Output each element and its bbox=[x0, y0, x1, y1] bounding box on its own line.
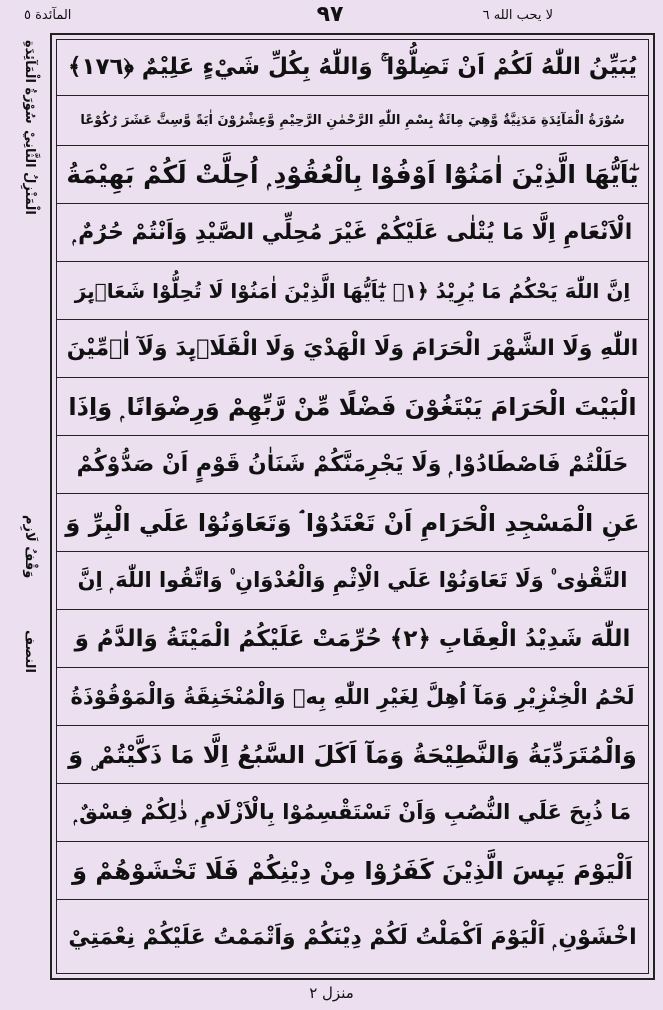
text-line-16: اخْشَوْنِ ۭ اَلْيَوْمَ اَكْمَلْتُ لَكُمْ دِيْنَكُمْ وَاَتْمَمْتُ عَلَيْكُمْ نِعْمَتِيْ bbox=[68, 924, 637, 950]
text-line-3: يٰٓاَيُّهَا الَّذِيْنَ اٰمَنُوْٓا اَوْفُوْا بِالْعُقُوْدِ ۭ اُحِلَّتْ لَكُمْ بَهِيْمَةُ bbox=[56, 146, 649, 204]
text-line-1: يُبَيِّنُ اللّٰهُ لَكُمْ اَنْ تَضِلُّوْا ۚ وَاللّٰهُ بِكُلِّ شَيْءٍ عَلِيْمٌ ﴿١٧٦﴾ bbox=[56, 39, 649, 96]
surah-heading-line: سُوْرَةُ الْمَآئِدَةِ مَدَنِيَّةٌ وَّهِيَ مِائَةٌ بِسْمِ اللّٰهِ الرَّحْمٰنِ الرَّحِيْمِ وَّعِشْرُوْنَ اٰيَةً وَّسِتَّ عَشَرَ رُكُوْعًا bbox=[56, 96, 649, 146]
margin-waqf-mark: وَقْفُ لَازِم bbox=[22, 515, 37, 579]
text-line-12: لَحْمُ الْخِنْزِيْرِ وَمَآ اُهِلَّ لِغَيْرِ اللّٰهِ بِهٖ وَالْمُنْخَنِقَةُ وَالْمَوْقُوْذَةُ bbox=[56, 668, 649, 726]
text-line-10: التَّقْوٰى ۠ وَلَا تَعَاوَنُوْا عَلَي الْاِثْمِ وَالْعُدْوَانِ ۠ وَاتَّقُوا اللّٰهَ ۭ اِنَّ bbox=[56, 552, 649, 610]
text-line-14: مَا ذُبِحَ عَلَي النُّصُبِ وَاَنْ تَسْتَقْسِمُوْا بِالْاَزْلَامِ ۭ ذٰلِكُمْ فِسْقٌ ۭ bbox=[56, 784, 649, 842]
juz-name-header: لا يحب الله ٦ bbox=[482, 8, 553, 23]
text-line-4: الْاَنْعَامِ اِلَّا مَا يُتْلٰى عَلَيْكُمْ غَيْرَ مُحِلِّي الصَّيْدِ وَاَنْتُمْ حُرُمٌ ۭ bbox=[56, 204, 649, 262]
text-line-7: الْبَيْتَ الْحَرَامَ يَبْتَغُوْنَ فَضْلًا مِّنْ رَّبِّهِمْ وَرِضْوَانًا ۭ وَاِذَا bbox=[56, 378, 649, 436]
text-line-5: اِنَّ اللّٰهَ يَحْكُمُ مَا يُرِيْدُ ﴿١﴾ يٰٓاَيُّهَا الَّذِيْنَ اٰمَنُوْا لَا تُحِلُّوْا شَعَاۗىِٕرَ bbox=[56, 262, 649, 320]
text-line-9: عَنِ الْمَسْجِدِ الْحَرَامِ اَنْ تَعْتَدُوْا ۘ وَتَعَاوَنُوْا عَلَي الْبِرِّ وَ bbox=[56, 494, 649, 552]
margin-sajda-mark: النصف bbox=[22, 630, 37, 673]
text-line-11: اللّٰهَ شَدِيْدُ الْعِقَابِ ﴿٢﴾ حُرِّمَتْ عَلَيْكُمُ الْمَيْتَةُ وَالدَّمُ وَ bbox=[56, 610, 649, 668]
page-footer-manzil: منزل ٢ bbox=[309, 984, 354, 1002]
text-line-15: اَلْيَوْمَ يَىِٕسَ الَّذِيْنَ كَفَرُوْا مِنْ دِيْنِكُمْ فَلَا تَخْشَوْهُمْ وَ bbox=[56, 842, 649, 900]
page-number: ٩٧ bbox=[316, 2, 344, 27]
margin-surah-ruku: سُوْرَةُ الْمَآئِدَةِ bbox=[22, 40, 37, 124]
page-header bbox=[0, 0, 663, 34]
surah-name-header: المآئدة ٥ bbox=[24, 8, 72, 23]
text-line-8: حَلَلْتُمْ فَاصْطَادُوْا ۭ وَلَا يَجْرِمَنَّكُمْ شَنَاٰنُ قَوْمٍ اَنْ صَدُّوْكُمْ bbox=[56, 436, 649, 494]
text-line-13: وَالْمُتَرَدِّيَةُ وَالنَّطِيْحَةُ وَمَآ اَكَلَ السَّبُعُ اِلَّا مَا ذَكَّيْتُمْ ۣ وَ bbox=[56, 726, 649, 784]
margin-manzil-mark: الْمَنْزِلُ الثَّانِيْ bbox=[22, 130, 37, 215]
text-line-6: اللّٰهِ وَلَا الشَّهْرَ الْحَرَامَ وَلَا الْهَدْيَ وَلَا الْقَلَاۗىِٕدَ وَلَآ اٰۗمِّيْنَ bbox=[56, 320, 649, 378]
